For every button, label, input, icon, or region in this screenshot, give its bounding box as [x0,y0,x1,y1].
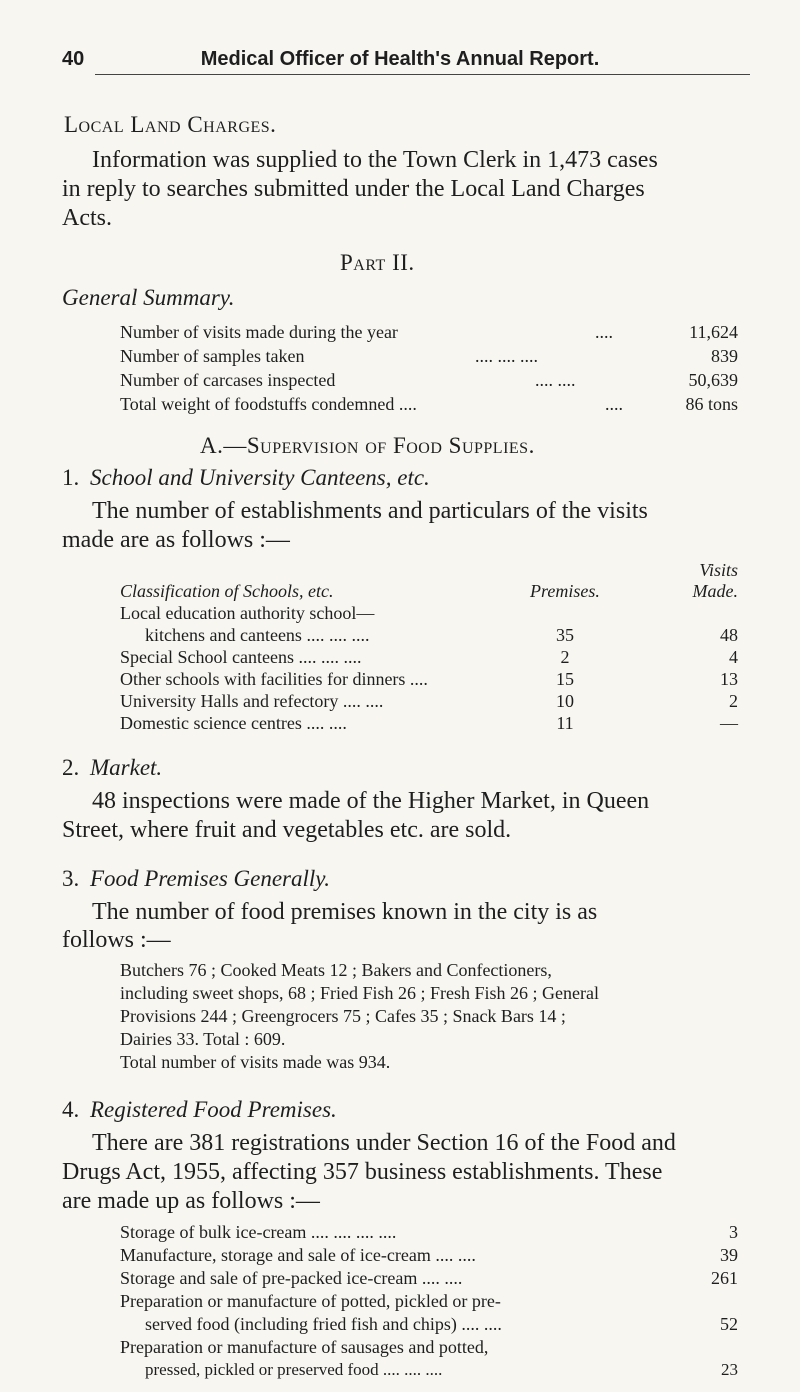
registration-label: Preparation or manufacture of sausages and potted, [120,1337,489,1357]
item1-para-line2: made are as follows :— [62,527,290,553]
item2-number: 2. [62,755,80,780]
header-rule [95,74,750,75]
item3-heading: Food Premises Generally. [90,866,330,891]
registration-value: 52 [720,1314,738,1334]
item3-list-line3: Provisions 244 ; Greengrocers 75 ; Cafes 35 ; Snack Bars 14 ; [120,1006,566,1026]
item2-line1: 48 inspections were made of the Higher Market, in Queen [92,788,650,814]
summary-row-value: 839 [711,346,738,366]
running-header-title: Medical Officer of Health's Annual Report. [200,48,600,70]
table-row-label: University Halls and refectory .... .... [120,691,384,711]
part-heading: Part II. [340,250,415,275]
registration-value: 39 [720,1245,738,1265]
summary-row-value: 11,624 [689,322,738,342]
summary-row-label: Number of visits made during the year [120,322,398,342]
registration-label: Preparation or manufacture of potted, pickled or pre- [120,1291,501,1311]
summary-row-dots: .... [605,394,623,414]
table-row-visits: 13 [720,669,738,689]
item3-total-visits: Total number of visits made was 934. [120,1052,391,1072]
local-land-para-line1: Information was supplied to the Town Clerk in 1,473 cases [92,147,658,173]
local-land-charges-heading: Local Land Charges. [64,112,277,137]
item3-list-line1: Butchers 76 ; Cooked Meats 12 ; Bakers and Confectioners, [120,960,552,980]
table-row-label: Local education authority school— [120,603,375,623]
registration-value: 261 [711,1268,738,1288]
table-row-premises: 15 [556,669,574,689]
table-row-visits: 2 [729,691,738,711]
item4-line1: There are 381 registrations under Section 16 of the Food and [92,1130,676,1156]
item4-heading: Registered Food Premises. [90,1097,337,1122]
item1-number: 1. [62,465,80,490]
table-row-visits: — [720,713,738,733]
section-a-heading: A.—Supervision of Food Supplies. [200,433,535,458]
summary-row-dots: .... [595,322,613,342]
table-row-label: Domestic science centres .... .... [120,713,347,733]
page-number: 40 [62,48,85,70]
table-row-premises: 35 [556,625,574,645]
summary-row-dots: .... .... .... [475,346,538,366]
item4-line3: are made up as follows :— [62,1188,320,1214]
summary-row-value: 50,639 [688,370,738,390]
registration-label: served food (including fried fish and chips) .... .... [145,1314,502,1334]
registration-value: 3 [729,1222,738,1242]
local-land-para-line3: Acts. [62,205,112,231]
item3-line1: The number of food premises known in the city is as [92,899,598,925]
item4-number: 4. [62,1097,80,1122]
item1-para-line1: The number of establishments and particulars of the visits [92,498,648,524]
col-header-classification: Classification of Schools, etc. [120,581,334,601]
table-row-premises: 10 [556,691,574,711]
summary-row-label: Total weight of foodstuffs condemned .... [120,394,417,414]
item3-line2: follows :— [62,927,171,953]
summary-row-value: 86 tons [685,394,738,414]
summary-row-label: Number of carcases inspected [120,370,336,390]
registration-value: 23 [721,1360,738,1379]
item3-number: 3. [62,866,80,891]
registration-label: Storage of bulk ice-cream .... .... .... .... [120,1222,397,1242]
col-header-visits-2: Made. [692,581,738,601]
item2-heading: Market. [90,755,163,780]
local-land-para-line2: in reply to searches submitted under the Local Land Charges [62,176,645,202]
general-summary-heading: General Summary. [62,285,235,310]
table-row-visits: 4 [729,647,738,667]
table-row-premises: 11 [556,713,574,733]
registration-label: Storage and sale of pre-packed ice-cream .... .... [120,1268,463,1288]
summary-row-label: Number of samples taken [120,346,305,366]
item2-line2: Street, where fruit and vegetables etc. are sold. [62,817,512,843]
registration-label: pressed, pickled or preserved food .... .... .... [145,1360,443,1379]
item1-heading: School and University Canteens, etc. [90,465,430,490]
table-row-label: Special School canteens .... .... .... [120,647,362,667]
table-row-visits: 48 [720,625,738,645]
col-header-premises: Premises. [530,581,600,601]
item4-line2: Drugs Act, 1955, affecting 357 business establishments. These [62,1159,663,1185]
table-row-label: Other schools with facilities for dinners .... [120,669,428,689]
table-row-label: kitchens and canteens .... .... .... [145,625,370,645]
item3-list-line2: including sweet shops, 68 ; Fried Fish 26 ; Fresh Fish 26 ; General [120,983,599,1003]
item3-list-line4: Dairies 33. Total : 609. [120,1029,286,1049]
table-row-premises: 2 [560,647,570,667]
summary-row-dots: .... .... [535,370,576,390]
registration-label: Manufacture, storage and sale of ice-cream .... .... [120,1245,476,1265]
col-header-visits-1: Visits [699,560,738,580]
